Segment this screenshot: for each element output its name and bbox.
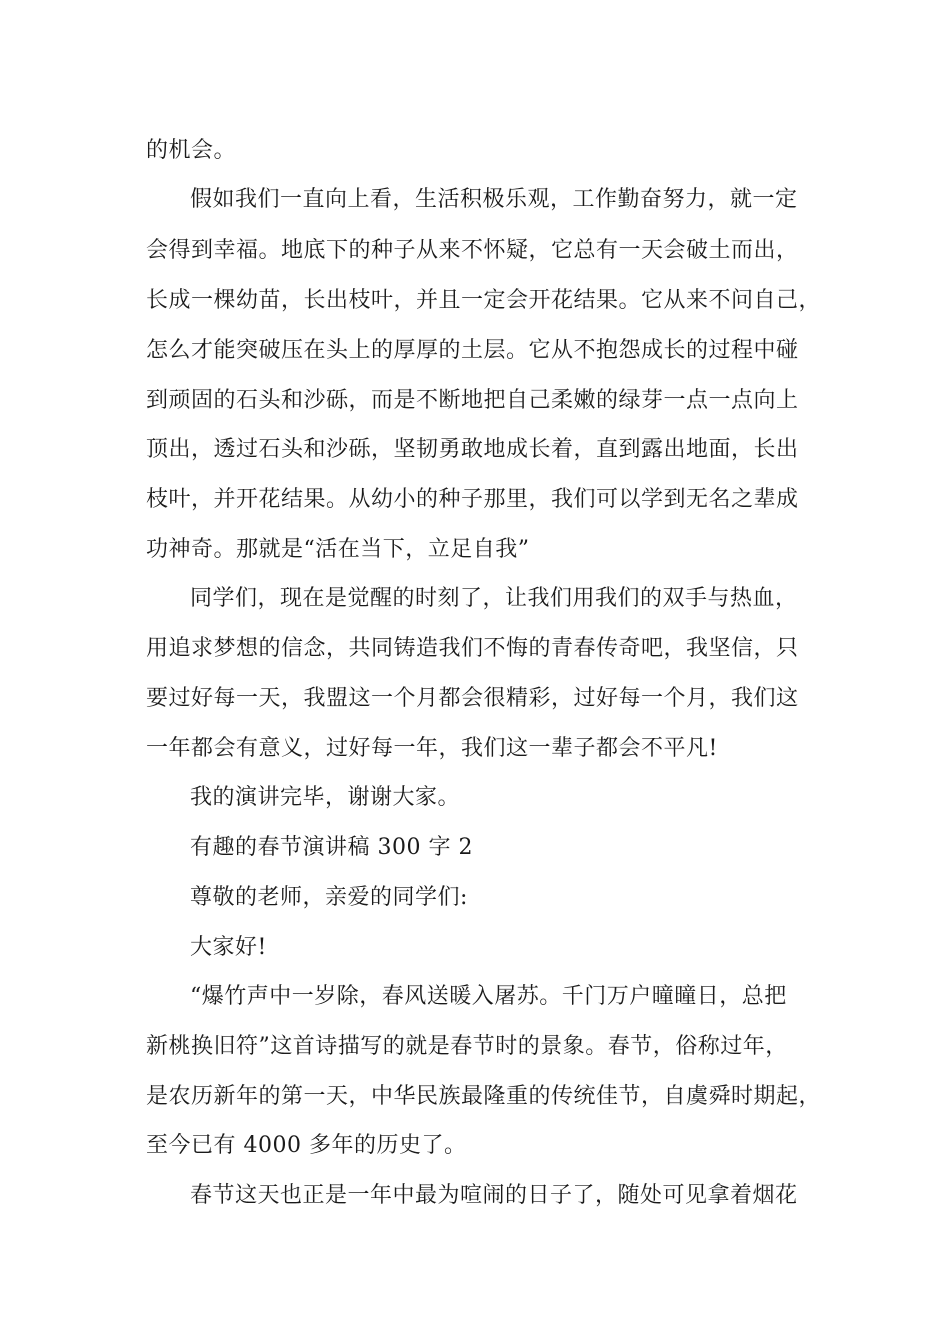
- text-line-20: 是农历新年的第一天，中华民族最隆重的传统佳节，自虞舜时期起，: [146, 1084, 822, 1109]
- text-line-1: 的机会。: [146, 138, 237, 163]
- text-line-19: 新桃换旧符”这首诗描写的就是春节时的景象。春节，俗称过年，: [146, 1034, 788, 1059]
- text-line-13: 一年都会有意义，过好每一年，我们这一辈子都会不平凡!: [146, 736, 718, 761]
- text-line-5: 怎么才能突破压在头上的厚厚的土层。它从不抱怨成长的过程中碰: [146, 338, 799, 363]
- section-heading: 有趣的春节演讲稿 300 字 2: [190, 835, 473, 860]
- text-line-10: 同学们，现在是觉醒的时刻了，让我们用我们的双手与热血，: [190, 586, 798, 611]
- text-line-22: 春节这天也正是一年中最为喧闹的日子了，随处可见拿着烟花: [190, 1183, 798, 1208]
- text-line-12: 要过好每一天，我盟这一个月都会很精彩，过好每一个月，我们这: [146, 686, 799, 711]
- text-line-9: 功神奇。那就是“活在当下，立足自我”: [146, 537, 530, 562]
- text-line-4: 长成一棵幼苗，长出枝叶，并且一定会开花结果。它从来不问自己，: [146, 288, 822, 313]
- text-line-21: 至今已有 4000 多年的历史了。: [146, 1133, 467, 1158]
- text-line-8: 枝叶，并开花结果。从幼小的种子那里，我们可以学到无名之辈成: [146, 487, 799, 512]
- text-line-7: 顶出，透过石头和沙砾，坚韧勇敢地成长着，直到露出地面，长出: [146, 437, 799, 462]
- text-line-3: 会得到幸福。地底下的种子从来不怀疑，它总有一天会破土而出，: [146, 238, 799, 263]
- salutation: 尊敬的老师，亲爱的同学们:: [190, 885, 468, 910]
- greeting: 大家好!: [190, 935, 267, 960]
- text-line-11: 用追求梦想的信念，共同铸造我们不悔的青春传奇吧，我坚信，只: [146, 636, 799, 661]
- text-line-6: 到顽固的石头和沙砾，而是不断地把自己柔嫩的绿芽一点一点向上: [146, 388, 799, 413]
- text-line-18: “爆竹声中一岁除，春风送暖入屠苏。千门万户曈曈日，总把: [190, 984, 787, 1009]
- text-line-2: 假如我们一直向上看，生活积极乐观，工作勤奋努力，就一定: [190, 187, 798, 212]
- text-line-14: 我的演讲完毕，谢谢大家。: [190, 785, 461, 810]
